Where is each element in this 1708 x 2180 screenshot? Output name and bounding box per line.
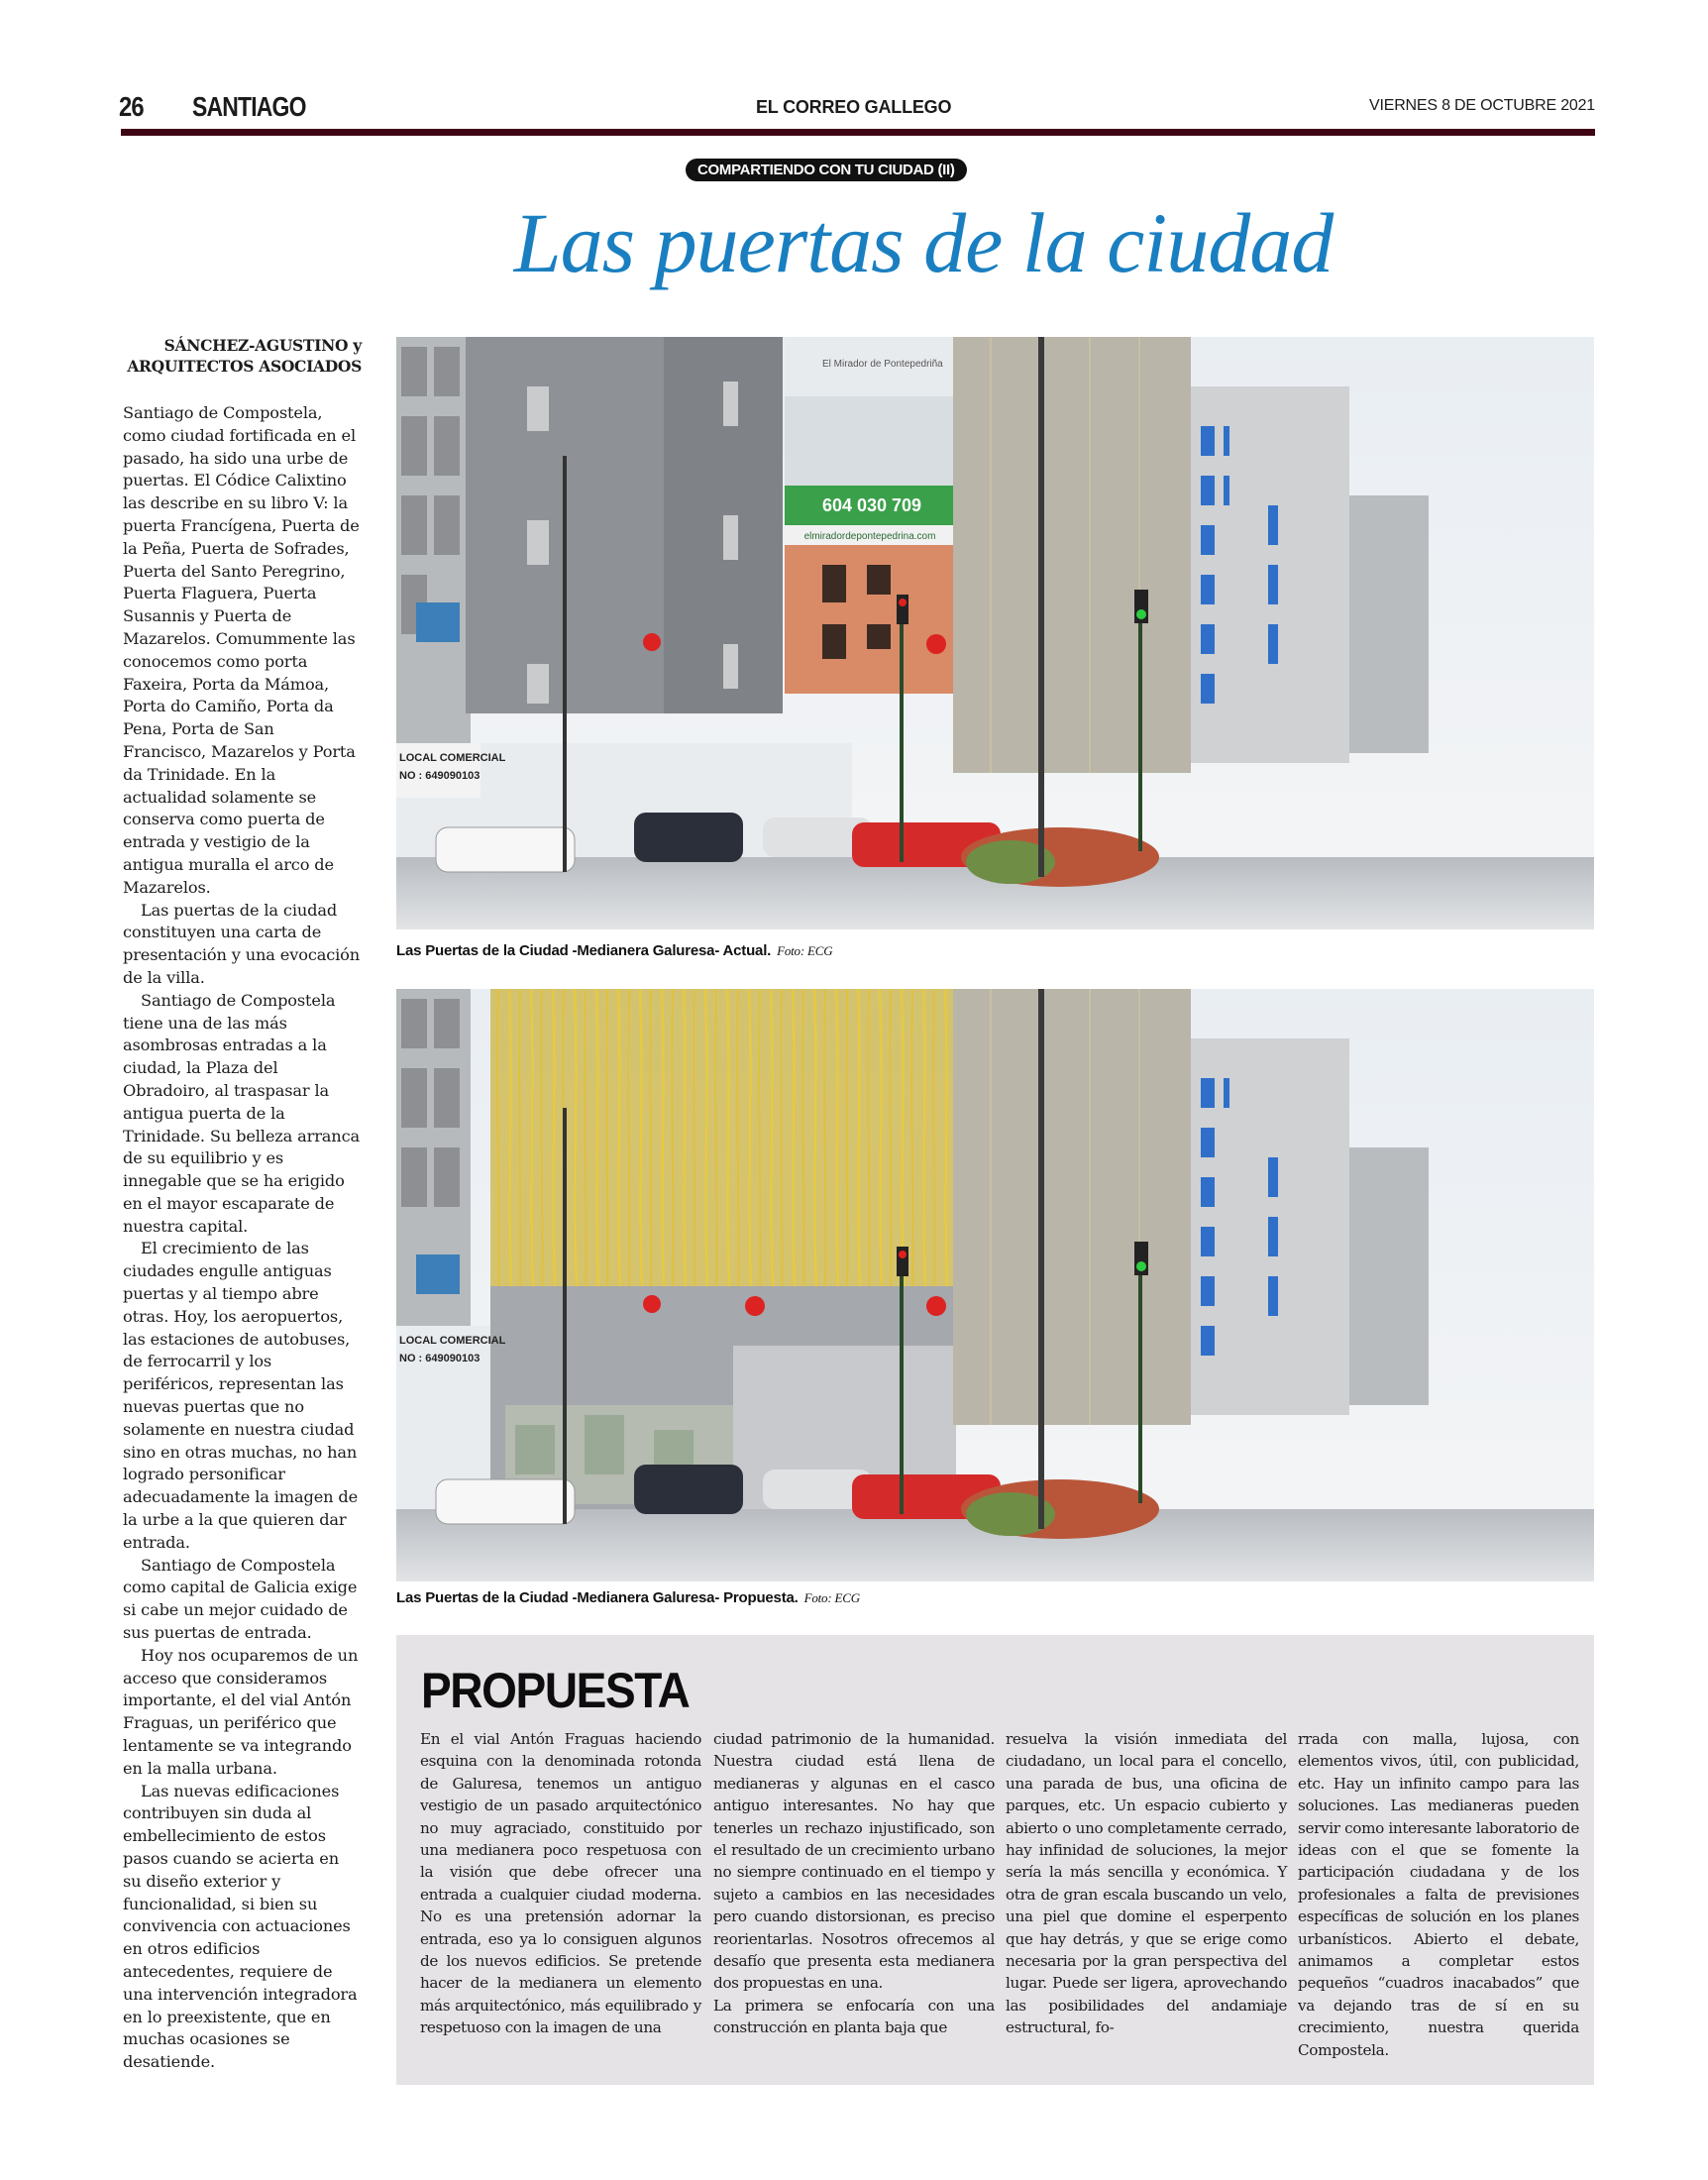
sign-local-comercial: LOCAL COMERCIAL <box>399 752 506 764</box>
street-scene-proposal <box>396 989 1594 1581</box>
section-name: SANTIAGO <box>192 91 306 122</box>
byline-line-1: SÁNCHEZ-AGUSTINO y <box>163 336 362 355</box>
billboard-name: El Mirador de Pontepedriña <box>822 359 943 370</box>
propuesta-box <box>396 1635 1594 2085</box>
paragraph: El crecimiento de las ciudades engulle antiguas puertas y al tiempo abre otras. Hoy, los aeropuertos, las estaciones de autobuses, de ferrocarril y los periféricos, representan las nuevas puertas que no solamente en nuestra ciudad sino en otras muchas, no han logrado personificar adecuadamente la imagen de la urbe a la que quieren dar entrada. <box>123 1239 359 1552</box>
paragraph: resuelva la visión inmediata del ciudadano, un local para el concello, una parada de bus, una oficina de parques, etc. Un espacio cubierto y abierto o uno completamente cerrado, hay infinidad de soluciones, la mejor sería la más sencilla y económica. Y otra de gran escala buscando un velo, una piel que domine el esperpento que hay detrás, y que se erige como necesaria por la gran perspectiva del lugar. Puede ser ligera, aprovechando las posibilidades del andamiaje estructural, fo- <box>1006 1730 1287 2037</box>
billboard-phone: 604 030 709 <box>821 495 922 515</box>
page-header <box>119 91 1595 125</box>
byline <box>123 335 362 377</box>
propuesta-column-3 <box>1006 1728 1287 2039</box>
paragraph: rrada con malla, lujosa, con elementos vivos, útil, con publicidad, etc. Hay un infinito campo para las soluciones. Las medianeras pueden servir como interesante laboratorio de ideas con el que se fomente la participación ciudadana y de los profesionales a falta de previsiones específicas de solución en los planes urbanísticos. Abierto el debate, animamos a completar estos pequeños “cuadros inacabados” que va dejando tras de sí en su crecimiento, nuestra querida Compostela. <box>1298 1730 1579 2059</box>
paragraph: En el vial Antón Fraguas haciendo esquina con la denominada rotonda de Galuresa, tenemos un antiguo vestigio de un pasado arquitectónico no muy agraciado, constituido por una medianera poco respetuosa con la visión que debe ofrecer una entrada a cualquier ciudad moderna. No es una pretensión adornar la entrada, eso ya lo consiguen algunos de los nuevos edificios. Se pretende hacer de la medianera un elemento más arquitectónico, más equilibrado y respetuoso con la imagen de una <box>420 1730 701 2037</box>
paragraph: Las nuevas edificaciones contribuyen sin duda al embellecimiento de estos pasos cuando se acierta en su diseño exterior y funcionalidad, si bien su convivencia con actuaciones en otros edificios antecedentes, requiere de una intervención integradora en lo preexistente, que en muchas ocasiones se desatiende. <box>123 1781 358 2072</box>
series-kicker: COMPARTIENDO CON TU CIUDAD (II) <box>686 159 967 181</box>
page-number: 26 <box>119 91 144 122</box>
sign-local-comercial: LOCAL COMERCIAL <box>399 1335 506 1347</box>
sign-phone: NO : 649090103 <box>399 770 480 782</box>
paragraph: Santiago de Compostela, como ciudad fortificada en el pasado, ha sido una urbe de puertas. El Códice Calixtino las describe en su libro V: la puerta Francígena, Puerta de la Peña, Puerta de Sofrades, Puerta del Santo Peregrino, Puerta Flaguera, Puerta Susannis y Puerta de Mazarelos. Comummente las conocemos como porta Faxeira, Porta da Mámoa, Porta do Camiño, Porta da Pena, Porta de San Francisco, Mazarelos y Porta da Trinidade. En la actualidad solamente se conserva como puerta de entrada y vestigio de la antigua muralla el arco de Mazarelos. <box>123 403 360 897</box>
paragraph: Santiago de Compostela como capital de Galicia exige si cabe un mejor cuidado de sus puertas de entrada. <box>123 1555 358 1643</box>
paragraph: Santiago de Compostela tiene una de las más asombrosas entradas a la ciudad, la Plaza del Obradoiro, al traspasar la antigua puerta de la Trinidade. Su belleza arranca de su equilibrio y es innegable que se ha erigido en el mayor escaparate de nuestra capital. <box>123 990 360 1236</box>
article-title: Las puertas de la ciudad <box>513 195 1334 290</box>
photo-credit: Foto: ECG <box>777 943 833 958</box>
photo-caption-proposal <box>396 1589 860 1606</box>
paragraph: Las puertas de la ciudad constituyen una carta de presentación y una evocación de la villa. <box>123 900 361 987</box>
billboard-url: elmiradordepontepedrina.com <box>803 531 936 542</box>
byline-line-2: ARQUITECTOS ASOCIADOS <box>127 357 362 376</box>
propuesta-column-2 <box>713 1728 995 2039</box>
body-text <box>123 402 362 2074</box>
header-rule <box>121 129 1595 136</box>
propuesta-column-4 <box>1298 1728 1579 2061</box>
photo-credit: Foto: ECG <box>803 1590 860 1605</box>
caption-text: Las Puertas de la Ciudad -Medianera Galuresa- Actual. <box>396 942 772 959</box>
paragraph: ciudad patrimonio de la humanidad. Nuestra ciudad está llena de medianeras y algunas en el casco antiguo interesantes. No hay que tenerles un rechazo injustificado, son el resultado de un crecimiento urbano no siempre continuado en el tiempo y sujeto a cambios en las necesidades pero cuando distorsionan, es preciso reorientarlas. Nosotros ofrecemos al desafío que presenta esta medianera dos propuestas en una. <box>713 1730 995 1993</box>
photo-proposal <box>396 989 1594 1581</box>
photo-caption-current <box>396 942 832 959</box>
left-column <box>123 335 362 2074</box>
caption-text: Las Puertas de la Ciudad -Medianera Galuresa- Propuesta. <box>396 1589 799 1606</box>
paragraph: Hoy nos ocuparemos de un acceso que consideramos importante, el del vial Antón Fraguas, un periférico que lentamente se va integrando en la malla urbana. <box>123 1645 359 1778</box>
street-scene-current <box>396 337 1594 929</box>
newspaper-name: EL CORREO GALLEGO <box>756 97 952 117</box>
propuesta-column-1 <box>420 1728 701 2039</box>
sign-phone: NO : 649090103 <box>399 1353 480 1364</box>
propuesta-heading: PROPUESTA <box>421 1663 690 1718</box>
paragraph: La primera se enfocaría con una construcción en planta baja que <box>713 1996 995 2037</box>
photo-current <box>396 337 1594 929</box>
issue-date: VIERNES 8 DE OCTUBRE 2021 <box>1369 97 1595 114</box>
